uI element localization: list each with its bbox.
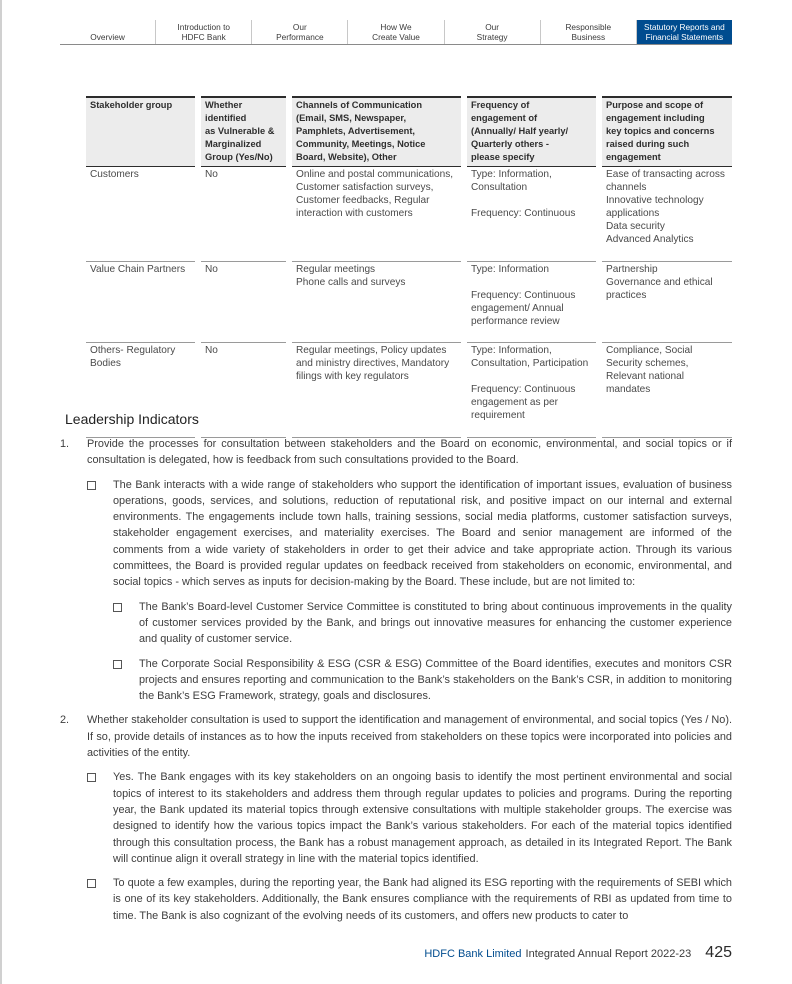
- table-cell: [599, 343, 732, 437]
- column-header-line: Whether: [205, 100, 243, 110]
- table-cell-line: Bodies: [90, 358, 121, 370]
- table-cell-line: Relevant national: [606, 371, 684, 383]
- table-cell-line: Consultation: [471, 182, 528, 194]
- checkbox-bullet-icon: [113, 603, 122, 612]
- column-header-line: engagement including: [606, 112, 705, 123]
- page-edge-rule: [0, 0, 2, 984]
- answer-bullet: [87, 875, 732, 924]
- section-navigation: [60, 20, 732, 44]
- table-cell-line: Phone calls and surveys: [296, 276, 406, 288]
- table-cell-line: requirement: [471, 409, 525, 421]
- table-cell-line: Regular meetings, Policy updates: [296, 345, 447, 357]
- page-number: 425: [705, 944, 732, 961]
- table-row: [86, 261, 732, 343]
- table-cell: [289, 261, 464, 343]
- table-cell: [464, 167, 599, 261]
- nav-tab-label: Overview: [90, 32, 125, 42]
- table-cell-line: No: [205, 345, 218, 357]
- table-cell-line: and ministry directives, Mandatory: [296, 358, 450, 370]
- nav-tab-label: How We Create Value: [372, 22, 420, 42]
- question-text: Whether stakeholder consultation is used to support the identification and management of environmental, and social topics (Yes / No). If so, provide details of instances as to how the inputs received from stakeholders on these topics were incorporated into policies and activities of the entity.: [87, 714, 732, 760]
- nav-tab-label: Introduction to HDFC Bank: [177, 22, 230, 42]
- question-number: 2.: [60, 714, 70, 727]
- column-header-line: Quarterly others -: [471, 138, 550, 149]
- table-cell-line: No: [205, 263, 218, 275]
- table-cell-line: Frequency: Continuous: [471, 384, 576, 396]
- column-header: [86, 97, 198, 167]
- answer-bullet: [87, 477, 732, 591]
- column-header-line: please specify: [471, 151, 535, 162]
- column-header-line: raised during such: [606, 138, 690, 149]
- table-cell-line: Value Chain Partners: [90, 263, 186, 275]
- column-header-line: Community, Meetings, Notice: [296, 138, 426, 149]
- answer-bullet: [87, 769, 732, 867]
- checkbox-bullet-icon: [87, 879, 96, 888]
- table-header-row: [86, 97, 732, 167]
- table-cell-line: Customer satisfaction surveys,: [296, 182, 434, 194]
- committee-bullet: [113, 656, 732, 705]
- table-cell: [86, 261, 198, 343]
- table-cell: [289, 343, 464, 437]
- column-header: [198, 97, 289, 167]
- table-cell-line: mandates: [606, 384, 651, 396]
- table-cell: [198, 343, 289, 437]
- table-cell-line: Regular meetings: [296, 263, 376, 275]
- table-body: [86, 167, 732, 437]
- nav-tab[interactable]: [445, 20, 541, 44]
- table-cell-line: [471, 371, 592, 384]
- leadership-indicators-list: [60, 436, 732, 924]
- column-header-line: Frequency of: [471, 100, 530, 110]
- table-cell-line: Consultation, Participation: [471, 358, 589, 370]
- nav-tab-label: Our Performance: [276, 22, 324, 42]
- table-cell-line: Customers: [90, 169, 139, 181]
- table-cell-line: Customer feedbacks, Regular: [296, 195, 430, 207]
- table-cell-line: Compliance, Social: [606, 345, 693, 357]
- table-cell-line: Online and postal communications,: [296, 169, 454, 181]
- table-cell-line: Ease of transacting across: [606, 169, 725, 181]
- nav-tab[interactable]: [637, 20, 732, 44]
- table-cell: [86, 167, 198, 261]
- checkbox-bullet-icon: [87, 481, 96, 490]
- column-header-line: Stakeholder group: [90, 100, 173, 110]
- table-cell-line: [471, 277, 592, 290]
- checkbox-bullet-icon: [113, 660, 122, 669]
- nav-tab[interactable]: [541, 20, 637, 44]
- section-heading: Leadership Indicators: [65, 411, 199, 427]
- table-cell-line: practices: [606, 289, 647, 301]
- answer-text: To quote a few examples, during the reporting year, the Bank had aligned its ESG reporting with the requirements of SEBI which is one of its key stakeholders. Additionally, the Bank ensures compliance with the requirements of RBI as updated from time to time. The Bank is also cognizant of the evolving needs of its customers, and offers new products to cater to: [113, 877, 732, 922]
- question-number: 1.: [60, 438, 70, 450]
- column-header-line: Purpose and scope of: [606, 100, 704, 110]
- table-cell-line: Security schemes,: [606, 358, 689, 370]
- column-header-line: engagement: [606, 151, 661, 162]
- table-cell-line: Governance and ethical: [606, 276, 713, 288]
- table-cell-line: Partnership: [606, 263, 658, 275]
- table-cell-line: No: [205, 169, 218, 181]
- column-header-line: Channels of Communication: [296, 100, 423, 110]
- column-header: [289, 97, 464, 167]
- table-cell-line: applications: [606, 208, 660, 220]
- nav-tab-label: Statutory Reports and Financial Statements: [644, 22, 725, 42]
- column-header-line: Board, Website), Other: [296, 151, 397, 162]
- table-cell-line: engagement/ Annual: [471, 302, 564, 314]
- table-cell-line: Data security: [606, 221, 665, 233]
- nav-tab-label: Our Strategy: [476, 22, 508, 42]
- table-cell-line: Type: Information,: [471, 345, 552, 357]
- table-cell-line: Innovative technology: [606, 195, 704, 207]
- checkbox-bullet-icon: [87, 773, 96, 782]
- column-header-line: as Vulnerable &: [205, 125, 275, 136]
- table-cell-line: Frequency: Continuous: [471, 289, 576, 301]
- table-cell-line: [471, 195, 592, 208]
- table-cell: [599, 261, 732, 343]
- navigation-divider: [60, 44, 732, 45]
- column-header-line: key topics and concerns: [606, 125, 715, 136]
- committee-text: The Corporate Social Responsibility & ESG (CSR & ESG) Committee of the Board identifies, executes and monitors CSR projects and ensures reporting and communication to the Bank’s stakeholders on the Bank’s CSR, in addition to monitoring the Bank’s ESG Framework, strategy, goals and disclosures.: [139, 657, 732, 703]
- table-cell-line: Type: Information: [471, 263, 549, 275]
- column-header: [464, 97, 599, 167]
- table-cell: [198, 167, 289, 261]
- table-cell-line: Type: Information,: [471, 169, 552, 181]
- table-cell-line: Others- Regulatory: [90, 345, 176, 357]
- question-text: Provide the processes for consultation between stakeholders and the Board on economic, environmental, and social topics or if consultation is delegated, how is feedback from such consultations provided to the Board.: [87, 438, 732, 467]
- nav-tab[interactable]: [348, 20, 444, 44]
- table-cell: [198, 261, 289, 343]
- nav-tab-label: Responsible Business: [565, 22, 612, 42]
- indicator-question: [60, 712, 732, 924]
- nav-tab[interactable]: [252, 20, 348, 44]
- table-cell-line: interaction with customers: [296, 208, 413, 220]
- nav-tab[interactable]: [156, 20, 252, 44]
- table-cell: [464, 343, 599, 437]
- column-header: [599, 97, 732, 167]
- column-header-line: (Email, SMS, Newspaper,: [296, 112, 407, 123]
- column-header-line: Pamphlets, Advertisement,: [296, 125, 416, 136]
- indicator-question: [60, 436, 732, 704]
- committee-bullet: [113, 599, 732, 648]
- table-cell-line: engagement as per: [471, 397, 558, 409]
- column-header-line: (Annually/ Half yearly/: [471, 125, 569, 136]
- answer-text: Yes. The Bank engages with its key stakeholders on an ongoing basis to identify the most pertinent environmental and social topics of interest to its stakeholders and address them through regular updates to policies and programs. During the reporting year, the Bank updated its material topics through extensive consultations with multiple stakeholder groups. The exercise was designed to identify how the various topics impact the Bank’s various stakeholders. For each of the material topics identified through this consultation process, the Bank has a robust management approach, as detailed in its Integrated Report. The Bank will continue align it overall strategy in line with the material topics identified.: [113, 771, 732, 865]
- committee-text: The Bank’s Board-level Customer Service Committee is constituted to bring about continuous improvements in the quality of customer services provided by the Bank, and brings out innovative measures for enhancing the customer experience and quality of customer service.: [139, 600, 732, 646]
- table-cell: [599, 167, 732, 261]
- table-cell-line: channels: [606, 182, 647, 194]
- column-header-line: identified: [205, 112, 247, 123]
- table-cell: [464, 261, 599, 343]
- stakeholder-engagement-table: [86, 96, 732, 438]
- table-cell-line: Frequency: Continuous: [471, 208, 576, 220]
- column-header-line: Marginalized: [205, 138, 262, 149]
- table-cell: [289, 167, 464, 261]
- footer-report-title: Integrated Annual Report 2022-23: [525, 948, 692, 960]
- column-header-line: Group (Yes/No): [205, 151, 273, 162]
- nav-tab[interactable]: [60, 20, 156, 44]
- answer-text: The Bank interacts with a wide range of stakeholders who support the identification of important issues, evaluation of business operations, goods, services, and solutions, reduction of reputational risk, and positive impact on our internal and external environments. The engagements include town halls, training sessions, social media platforms, customer satisfaction surveys, stakeholder engagement exercises, and materiality exercises. The Board and senior management are informed of the comments from a wide variety of stakeholders in order to get their advice and take appropriate action. Through its various committees, the Board is provided regular updates on feedback received from stakeholders on economic, environmental, and social topics - which serves as inputs for decision-making by the Board. These include, but are not limited to:: [113, 478, 732, 589]
- table-cell-line: Advanced Analytics: [606, 233, 694, 245]
- table-row: [86, 167, 732, 261]
- table-cell-line: performance review: [471, 315, 560, 327]
- column-header-line: engagement of: [471, 112, 538, 123]
- footer-brand: HDFC Bank Limited: [424, 948, 522, 960]
- page-footer: [424, 944, 732, 962]
- table-cell-line: filings with key regulators: [296, 371, 409, 383]
